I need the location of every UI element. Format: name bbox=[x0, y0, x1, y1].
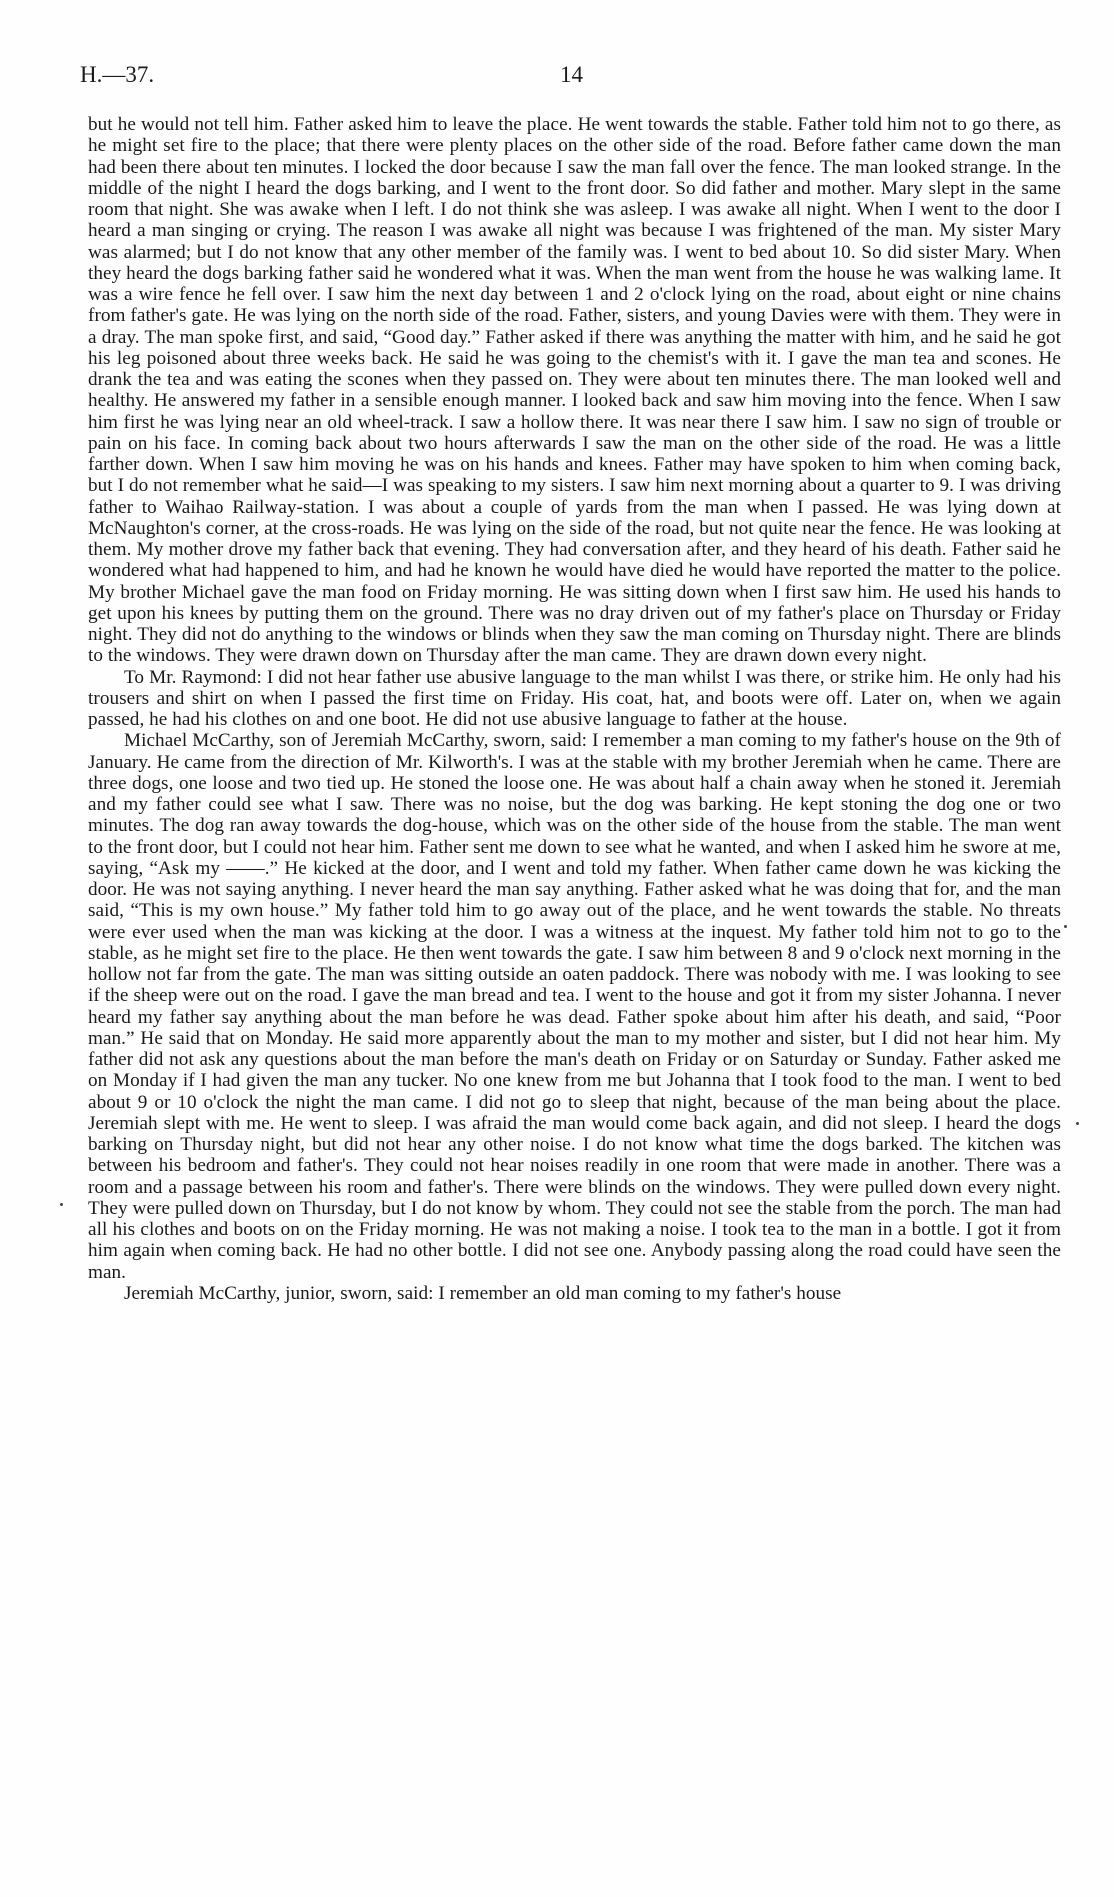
body-text bbox=[88, 114, 1061, 1304]
document-reference: H.—37. bbox=[80, 62, 155, 87]
margin-speck bbox=[1064, 925, 1067, 928]
margin-speck bbox=[1076, 1122, 1079, 1125]
margin-speck bbox=[60, 1203, 63, 1206]
page-header bbox=[80, 62, 1034, 98]
paragraph-continued-testimony: but he would not tell him. Father asked him to leave the place. He went towards the stable. Father told him not to go there, as he might set fire to the place; that there were plenty places on the other side of the road. Before father came down the man had been there about ten minutes. I locked the door because I saw the man fall over the fence. The man looked strange. In the middle of the night I heard the dogs barking, and I went to the front door. So did father and mother. Mary slept in the same room that night. She was awake when I left. I do not think she was asleep. I was awake all night. When I went to the door I heard a man singing or crying. The reason I was awake all night was because I was frightened of the man. My sister Mary was alarmed; but I do not know that any other member of the family was. I went to bed about 10. So did sister Mary. When they heard the dogs barking father said he wondered what it was. When the man went from the house he was walking lame. It was a wire fence he fell over. I saw him the next day between 1 and 2 o'clock lying on the road, about eight or nine chains from father's gate. He was lying on the north side of the road. Father, sisters, and young Davies were with them. They were in a dray. The man spoke first, and said, “Good day.” Father asked if there was anything the matter with him, and he said he got his leg poisoned about three weeks back. He said he was going to the chemist's with it. I gave the man tea and scones. He drank the tea and was eating the scones when they passed on. They were about ten minutes there. The man looked well and healthy. He answered my father in a sensible enough manner. I looked back and saw him moving into the fence. When I saw him first he was lying near an old wheel-track. I saw a hollow there. It was near there I saw him. I saw no sign of trouble or pain on his face. In coming back about two hours afterwards I saw the man on the other side of the road. He was a little farther down. When I saw him moving he was on his hands and knees. Father may have spoken to him when coming back, but I do not remember what he said—I was speaking to my sisters. I saw him next morning about a quarter to 9. I was driving father to Waihao Railway-station. I was about a couple of yards from the man when I passed. He was lying down at McNaughton's corner, at the cross-roads. He was lying on the side of the road, but not quite near the fence. He was looking at them. My mother drove my father back that evening. They had conversation after, and they heard of his death. Father said he wondered what had happened to him, and had he known he would have died he would have reported the matter to the police. My brother Michael gave the man food on Friday morning. He was sitting down when I first saw him. He used his hands to get upon his knees by putting them on the ground. There was no dray driven out of my father's place on Thursday or Friday night. They did not do anything to the windows or blinds when they saw the man coming on Thursday night. There are blinds to the windows. They were drawn down on Thursday after the man came. They are drawn down every night. bbox=[88, 114, 1061, 667]
paragraph-jeremiah-mccarthy-junior-testimony: Jeremiah McCarthy, junior, sworn, said: I remember an old man coming to my father's house bbox=[124, 1282, 842, 1304]
page-number: 14 bbox=[560, 62, 583, 87]
paragraph-cross-examination: To Mr. Raymond: I did not hear father use abusive language to the man whilst I was there, or strike him. He only had his trousers and shirt on when I passed the first time on Friday. His coat, hat, and boots were off. Later on, when we again passed, he had his clothes on and one boot. He did not use abusive language to father at the house. bbox=[88, 666, 1061, 730]
paragraph-michael-mccarthy-testimony: Michael McCarthy, son of Jeremiah McCarthy, sworn, said: I remember a man coming to my father's house on the 9th of January. He came from the direction of Mr. Kilworth's. I was at the stable with my brother Jeremiah when he came. There are three dogs, one loose and two tied up. He stoned the loose one. He was about half a chain away when he stoned it. Jeremiah and my father could see what I saw. There was no noise, but the dog was barking. He kept stoning the dog one or two minutes. The dog ran away towards the dog-house, which was on the other side of the house from the stable. The man went to the front door, but I could not hear him. Father sent me down to see what he wanted, and when I asked him he swore at me, saying, “Ask my ——.” He kicked at the door, and I went and told my father. When father came down he was kicking the door. He was not saying anything. I never heard the man say anything. Father asked what he was doing that for, and the man said, “This is my own house.” My father told him to go away out of the place, and he went towards the stable. No threats were ever used when the man was kicking at the door. I was a witness at the inquest. My father told him not to go to the stable, as he might set fire to the place. He then went towards the gate. I saw him between 8 and 9 o'clock next morning in the hollow not far from the gate. The man was sitting outside an oaten paddock. There was nobody with me. I was looking to see if the sheep were out on the road. I gave the man bread and tea. I went to the house and got it from my sister Johanna. I never heard my father say anything about the man before he was dead. Father spoke about him after his death, and said, “Poor man.” He said that on Monday. He said more apparently about the man to my mother and sister, but I did not hear him. My father did not ask any questions about the man before the man's death on Friday or on Saturday or Sunday. Father asked me on Monday if I had given the man any tucker. No one knew from me but Johanna that I took food to the man. I went to bed about 9 or 10 o'clock the night the man came. I did not go to sleep that night, because of the man being about the place. Jeremiah slept with me. He went to sleep. I was afraid the man would come back again, and did not sleep. I heard the dogs barking on Thursday night, but did not hear any other noise. I do not know what time the dogs barked. The kitchen was between his bedroom and father's. They could not hear noises readily in one room that were made in another. There was a room and a passage between his room and father's. There were blinds on the windows. They were pulled down every night. They were pulled down on Thursday, but I do not know by whom. They could not see the stable from the porch. The man had all his clothes and boots on on the Friday morning. He was not making a noise. I took tea to the man in a bottle. I got it from him again when coming back. He had no other bottle. I did not see one. Anybody passing along the road could have seen the man. bbox=[88, 730, 1061, 1283]
